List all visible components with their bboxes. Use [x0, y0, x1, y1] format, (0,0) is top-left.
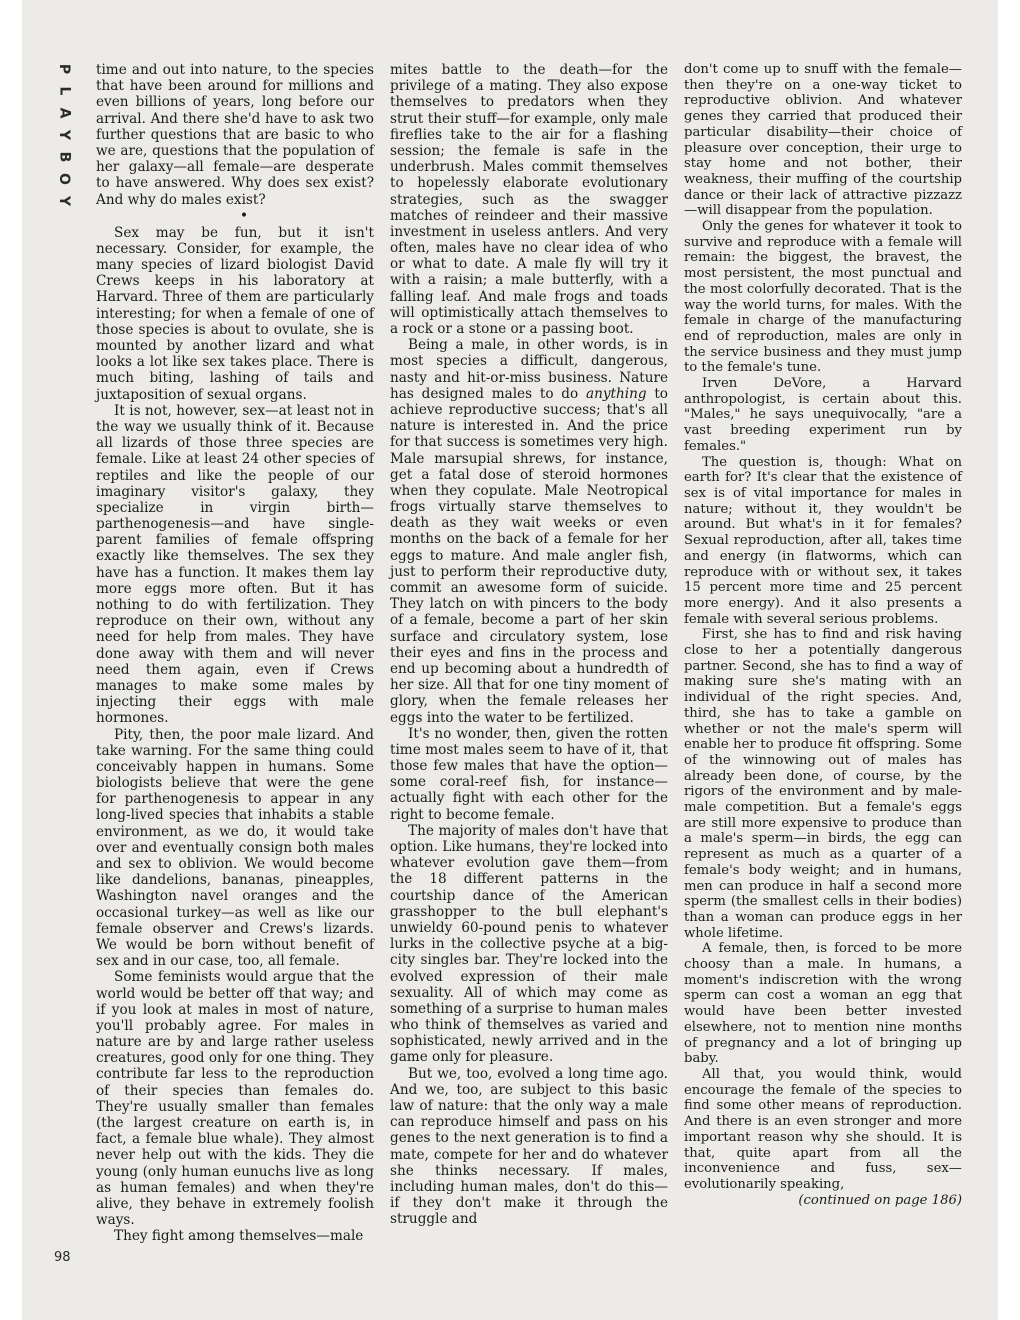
text-column-1	[96, 62, 374, 1245]
sidebar-letter: Y	[55, 195, 72, 207]
body-paragraph: Being a male, in other words, is in most species a difficult, dangerous, nasty and hit-or-miss business. Nature has designed males to do anything to achieve reproductive success; that's all nature is interested in. And the price for that success is sometimes very high. Male marsupial shrews, for instance, get a fatal dose of steroid hormones when they copulate. Male Neotropical frogs virtually starve themselves to death as they wait weeks or even months on the back of a female for her eggs to mature. And male angler fish, just to perform their reproductive duty, commit an awesome form of suicide. They latch on with pincers to the body of a female, become a part of her skin surface and circulatory system, lose their eyes and fins in the process and end up becoming about a hundredth of her size. All that for one tiny moment of glory, when the female releases her eggs into the water to be fertilized.	[390, 337, 668, 726]
continued-on-note: (continued on page 186)	[798, 1192, 962, 1208]
sidebar-letter: B	[55, 151, 72, 163]
body-paragraph: don't come up to snuff with the female—then they're on a one-way ticket to reproductive oblivion. And whatever genes they carried that produced their particular disability—their choice of pleasure over conception, their urge to stay home and not bother, their weakness, their muffing of the courtship dance or their lack of attractive pizzazz—will disappear from the population.	[684, 62, 962, 219]
section-break-bullet: •	[239, 207, 249, 224]
body-paragraph: It is not, however, sex—at least not in the way we usually think of it. Because all lizards of those three species are female. Like at least 24 other species of reptiles and like the people of our imaginary visitor's galaxy, they specialize in virgin birth—parthenogenesis—and have single-parent families of female offspring exactly like themselves. The sex they have has a function. It makes them lay more eggs more often. But it has nothing to do with fertilization. They reproduce on their own, without any need for help from males. They have done away with them and will never need them again, even if Crews manages to make some males by injecting their eggs with male hormones.	[96, 402, 374, 727]
body-paragraph: mites battle to the death—for the privilege of a mating. They also expose themselves to predators when they strut their stuff—for example, only male fireflies take to the air for a flashing session; the female is safe in the underbrush. Males commit themselves to hopelessly elaborate evolutionary strategies, such as the swagger matches of reindeer and their massive investment in useless antlers. And very often, males have no clear idea of who or what to date. A male fly will try it with a raisin; a male butterfly, with a falling leaf. And male frogs and toads will optimistically attach themselves to a rock or a stone or a passing boot.	[390, 62, 668, 337]
body-paragraph: Only the genes for whatever it took to survive and reproduce with a female will remain: the biggest, the bravest, the most persistent, the most punctual and the most colorfully decorated. That is the way the world turns, for males. With the female in charge of the manufacturing end of reproduction, males are only in the service business and they must jump to the female's tune.	[684, 219, 962, 376]
body-paragraph: The question is, though: What on earth for? It's clear that the existence of sex is of vital importance for males in nature; without it, they wouldn't be around. But what's in it for females? Sexual reproduction, after all, takes time and energy (in flatworms, which can reproduce with or without sex, it takes 15 percent more time and 25 percent more energy). And it also presents a female with several serious problems.	[684, 454, 962, 627]
sidebar-letter: P	[55, 63, 72, 75]
page-number: 98	[54, 1250, 71, 1265]
text-column-3	[684, 62, 962, 1208]
sidebar-letter: A	[56, 107, 72, 119]
magazine-page	[22, 0, 998, 1320]
body-paragraph: Sex may be fun, but it isn't necessary. Consider, for example, the many species of lizard biologist David Crews keeps in his laboratory at Harvard. Three of them are particularly interesting; for when a female of one of those species is about to ovulate, she is mounted by another lizard and what looks a lot like sex takes place. There is much biting, lashing of tails and juxtaposition of sexual organs.	[96, 224, 374, 403]
body-paragraph: They fight among themselves—male	[114, 1228, 364, 1245]
sidebar-letter: Y	[55, 129, 72, 141]
body-paragraph: Pity, then, the poor male lizard. And take warning. For the same thing could conceivably happen in humans. Some biologists believe that were the gene for parthenogenesis to appear in any long-lived species that inhabits a stable environment, as we do, it would take over and eventually consign both males and sex to oblivion. We would become like dandelions, bananas, pineapples, Washington navel oranges and the occasional turkey—as well as like our female observer and Crews's lizards. We would be born without benefit of sex and in our case, too, all female.	[96, 726, 374, 970]
body-paragraph: The majority of males don't have that option. Like humans, they're locked into whatever evolution gave them—from the 18 different patterns in the courtship dance of the American grasshopper to the bull elephant's unwieldy 60-pound penis to whatever lurks in the collective psyche at a big-city singles bar. They're locked into the evolved expression of their male sexuality. All of which may come as something of a surprise to human males who think of themselves as varied and sophisticated, newly arrived and in the game only for pleasure.	[390, 822, 668, 1066]
text-column-2	[390, 62, 668, 1228]
body-paragraph: All that, you would think, would encourage the female of the species to find some other means of reproduction. And there is an even stronger and more important reason why she should. It is that, quite apart from all the inconvenience and fuss, sex—evolutionarily speaking,	[684, 1067, 962, 1192]
body-paragraph: Some feminists would argue that the world would be better off that way; and if you look at males in most of nature, you'll probably agree. For males in nature are by and large rather useless creatures, good only for one thing. They contribute far less to the reproduction of their species than females do. They're usually smaller than females (the largest creature on earth is, in fact, a female blue whale). They almost never help out with the kids. They die young (only human eunuchs live as long as human females) and when they're alive, they behave in extremely foolish ways.	[96, 969, 374, 1229]
sidebar-letter: O	[56, 173, 72, 185]
body-paragraph: time and out into nature, to the species that have been around for millions and even billions of years, long before our arrival. And there she'd have to ask two further questions that are basic to who we are, questions that the population of her galaxy—all female—are desperate to have answered. Why does sex exist? And why do males exist?	[96, 62, 374, 208]
sidebar-letter: L	[55, 86, 72, 96]
body-paragraph: It's no wonder, then, given the rotten time most males seem to have of it, that those few males that have the option—some coral-reef fish, for instance—actually fight with each other for the right to become female.	[390, 725, 668, 823]
body-paragraph: A female, then, is forced to be more choosy than a male. In humans, a moment's indiscretion with the wrong sperm can cost a woman an egg that would have been better invested elsewhere, not to mention nine months of pregnancy and a lot of bringing up baby.	[684, 941, 962, 1067]
body-paragraph: Irven DeVore, a Harvard anthropologist, is certain about this. "Males," he says unequivocally, "are a vast breeding experiment run by females."	[684, 376, 962, 454]
body-paragraph: But we, too, evolved a long time ago. And we, too, are subject to this basic law of nature: that the only way a male can reproduce himself and pass on his genes to the next generation is to find a mate, compete for her and do whatever she thinks necessary. If males, including human males, don't do this—if they don't make it through the struggle and	[390, 1065, 668, 1228]
body-paragraph: First, she has to find and risk having close to her a potentially dangerous partner. Second, she has to find a way of making sure she's mating with an individual of the right species. And, third, she has to take a gamble on whether or not the male's sperm will enable her to produce fit offspring. Some of the winnowing out of males has already been done, of course, by the rigors of the environment and by male-male competition. But a female's eggs are still more expensive to produce than a male's sperm—in birds, the egg can represent as much as a quarter of a female's body weight; and in humans, men can produce in half a second more sperm (the smallest cells in their bodies) than a woman can produce eggs in her whole lifetime.	[684, 627, 962, 941]
magazine-name-vertical	[52, 58, 76, 212]
